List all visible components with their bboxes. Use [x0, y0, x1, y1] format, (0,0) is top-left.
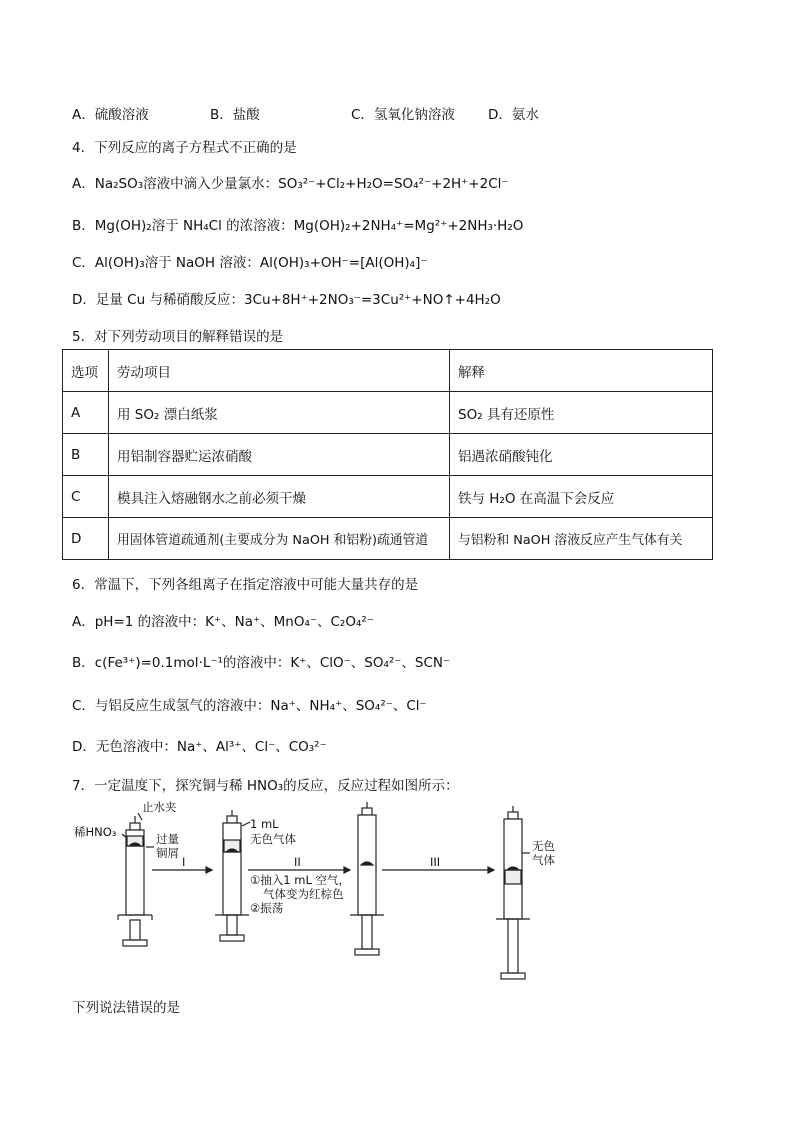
q6-option-a: A．pH=1 的溶液中：K⁺、Na⁺、MnO₄⁻、C₂O₄²⁻ — [72, 614, 374, 630]
step-1-label: I — [182, 855, 186, 869]
table-header-row — [63, 350, 713, 392]
row-option: D — [63, 518, 109, 560]
header-labor-item: 劳动项目 — [109, 350, 450, 392]
q3-option-d: D．氨水 — [488, 107, 539, 123]
q6-stem: 6．常温下，下列各组离子在指定溶液中可能大量共存的是 — [72, 577, 419, 593]
q7-followup: 下列说法错误的是 — [72, 1000, 180, 1016]
syringe-3 — [350, 802, 384, 955]
q6-option-c: C．与铝反应生成氢气的溶液中：Na⁺、NH₄⁺、SO₄²⁻、Cl⁻ — [72, 698, 427, 714]
q6-option-b: B．c(Fe³⁺)=0.1mol·L⁻¹的溶液中：K⁺、ClO⁻、SO₄²⁻、SCN⁻ — [72, 655, 451, 671]
label-acid: 稀HNO₃ — [74, 825, 117, 839]
header-option: 选项 — [63, 350, 109, 392]
row-explanation: 铝遇浓硝酸钝化 — [450, 434, 713, 476]
row-labor-item: 模具注入熔融钢水之前必须干燥 — [109, 476, 450, 518]
row-labor-item: 用铝制容器贮运浓硝酸 — [109, 434, 450, 476]
q5-table — [62, 349, 713, 560]
experiment-diagram — [60, 798, 580, 988]
row-option: A — [63, 392, 109, 434]
note-2: 气体变为红棕色 — [263, 887, 344, 901]
q4-option-a: A．Na₂SO₃溶液中滴入少量氯水：SO₃²⁻+Cl₂+H₂O=SO₄²⁻+2H⁺+2Cl⁻ — [72, 176, 509, 192]
q4-option-d: D．足量 Cu 与稀硝酸反应：3Cu+8H⁺+2NO₃⁻=3Cu²⁺+NO↑+4H₂O — [72, 292, 501, 308]
q4-option-c: C．Al(OH)₃溶于 NaOH 溶液：Al(OH)₃+OH⁻=[Al(OH)₄]⁻ — [72, 255, 428, 271]
q4-option-b: B．Mg(OH)₂溶于 NH₄Cl 的浓溶液：Mg(OH)₂+2NH₄⁺=Mg²⁺+2NH₃·H₂O — [72, 218, 524, 234]
row-labor-item: 用固体管道疏通剂(主要成分为 NaOH 和铝粉)疏通管道 — [109, 518, 450, 560]
q7-stem: 7．一定温度下，探究铜与稀 HNO₃的反应，反应过程如图所示： — [72, 778, 459, 794]
label-clamp: 止水夹 — [142, 800, 177, 814]
syringe-4 — [496, 806, 530, 979]
header-explanation: 解释 — [450, 350, 713, 392]
step-2-label: II — [294, 855, 301, 869]
q3-option-c: C．氢氧化钠溶液 — [351, 107, 455, 123]
label-copper: 铜屑 — [156, 846, 179, 860]
row-labor-item: 用 SO₂ 漂白纸浆 — [109, 392, 450, 434]
row-explanation: 与铝粉和 NaOH 溶液反应产生气体有关 — [450, 518, 713, 560]
row-option: C — [63, 476, 109, 518]
syringe-2 — [215, 810, 249, 941]
q5-stem: 5．对下列劳动项目的解释错误的是 — [72, 329, 284, 345]
label-gas-color: 无色气体 — [250, 832, 296, 846]
q3-option-a: A．硫酸溶液 — [72, 107, 149, 123]
note-1: ①抽入1 mL 空气， — [250, 873, 351, 887]
label-gas-amount: 1 mL — [250, 817, 279, 831]
note-3: ②振荡 — [250, 901, 284, 915]
table-row — [63, 476, 713, 518]
label-colorless: 无色 — [532, 839, 555, 853]
label-excess: 过量 — [156, 832, 179, 846]
q4-stem: 4．下列反应的离子方程式不正确的是 — [72, 140, 297, 156]
table-row — [63, 434, 713, 476]
table-row — [63, 518, 713, 560]
row-explanation: SO₂ 具有还原性 — [450, 392, 713, 434]
label-gas: 气体 — [532, 853, 555, 867]
row-explanation: 铁与 H₂O 在高温下会反应 — [450, 476, 713, 518]
table-row — [63, 392, 713, 434]
row-option: B — [63, 434, 109, 476]
step-3-label: III — [430, 855, 441, 869]
q3-options — [72, 103, 539, 123]
q3-option-b: B．盐酸 — [210, 107, 260, 123]
q6-option-d: D．无色溶液中：Na⁺、Al³⁺、Cl⁻、CO₃²⁻ — [72, 739, 327, 755]
